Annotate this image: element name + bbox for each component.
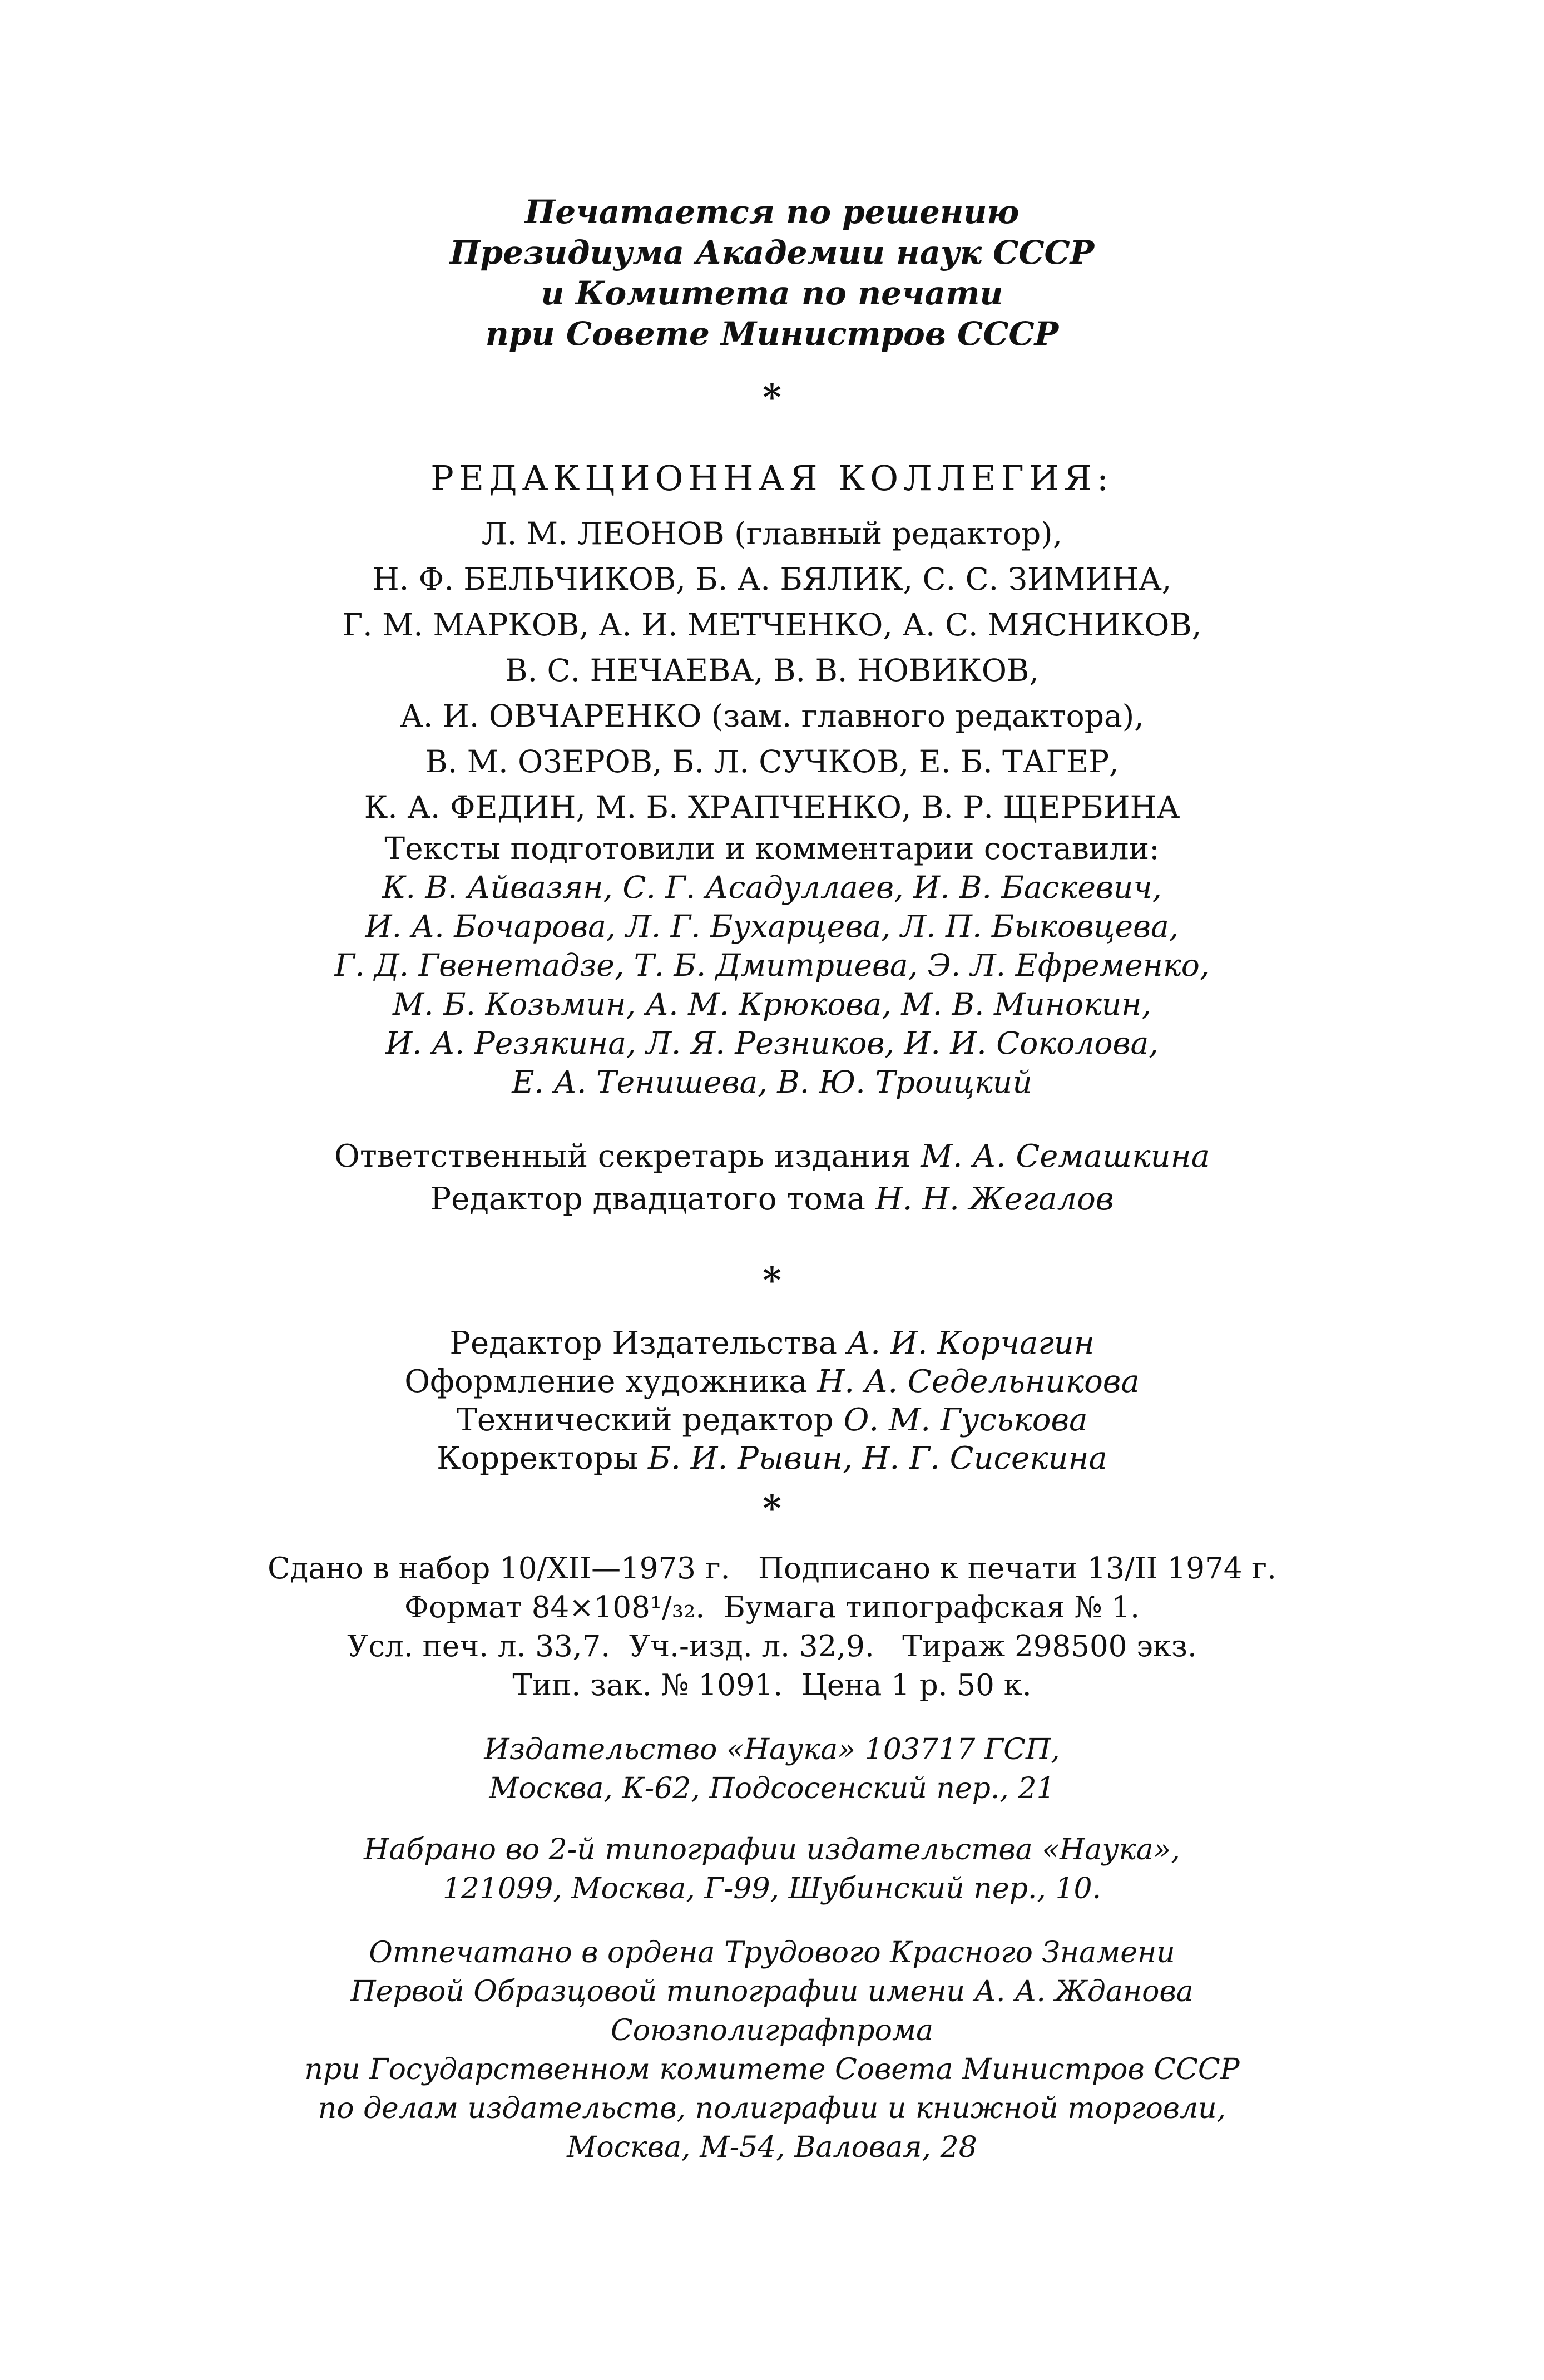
printing-house-info	[0, 1933, 1544, 2167]
publisher-staff-line	[0, 1401, 1544, 1439]
publisher-address	[0, 1730, 1544, 1808]
secretary-name: М. А. Семашкина	[921, 1138, 1210, 1174]
board-member-line: Н. Ф. БЕЛЬЧИКОВ, Б. А. БЯЛИК, С. С. ЗИМИНА,	[372, 561, 1172, 597]
printed-line: Москва, М-54, Валовая, 28	[567, 2131, 977, 2164]
staff-name: Б. И. Рывин, Н. Г. Сисекина	[647, 1440, 1107, 1477]
publisher-staff-line	[0, 1324, 1544, 1362]
publisher-staff	[0, 1324, 1544, 1478]
board-member-line: А. И. ОВЧАРЕНКО (зам. главного редактора),	[400, 698, 1144, 734]
publisher-line: Москва, К-62, Подсосенский пер., 21	[489, 1772, 1055, 1805]
board-member-line: Г. М. МАРКОВ, А. И. МЕТЧЕНКО, А. С. МЯСНИКОВ,	[342, 607, 1202, 643]
printing-data	[0, 1549, 1544, 1705]
volume-editor-line	[0, 1178, 1544, 1221]
staff-role: Технический редактор	[456, 1402, 834, 1438]
print-line: Тип. зак. № 1091. Цена 1 р. 50 к.	[512, 1668, 1032, 1702]
board-member-line: К. А. ФЕДИН, М. Б. ХРАПЧЕНКО, В. Р. ЩЕРБИНА	[364, 789, 1180, 825]
publisher-line: Издательство «Наука» 103717 ГСП,	[484, 1733, 1060, 1766]
board-member-line: В. М. ОЗЕРОВ, Б. Л. СУЧКОВ, Е. Б. ТАГЕР,	[425, 744, 1119, 779]
approval-header	[0, 192, 1544, 354]
staff-name: А. И. Корчагин	[847, 1325, 1095, 1361]
printed-line: по делам издательств, полиграфии и книжной торговли,	[318, 2092, 1226, 2125]
author-line: Г. Д. Гвенетадзе, Т. Б. Дмитриева, Э. Л. Ефременко,	[334, 947, 1210, 983]
printed-line: Союзполиграфпрома	[610, 2014, 934, 2047]
staff-name: Н. А. Седельникова	[817, 1364, 1140, 1400]
board-member-line: В. С. НЕЧАЕВА, В. В. НОВИКОВ,	[505, 653, 1039, 688]
header-line: Президиума Академии наук СССР	[449, 234, 1095, 271]
volume-staff	[0, 1135, 1544, 1221]
printed-line: Отпечатано в ордена Трудового Красного Знамени	[369, 1936, 1175, 1969]
typeset-line: 121099, Москва, Г-99, Шубинский пер., 10.	[442, 1872, 1102, 1905]
typeset-info	[0, 1830, 1544, 1908]
staff-role: Оформление художника	[404, 1364, 808, 1400]
separator-asterisk: *	[763, 1260, 781, 1301]
typeset-line: Набрано во 2-й типографии издательства «Наука»,	[364, 1833, 1180, 1867]
secretary-line	[0, 1135, 1544, 1178]
header-line: Печатается по решению	[524, 193, 1020, 231]
staff-role: Редактор Издательства	[449, 1325, 838, 1361]
header-line: и Комитета по печати	[541, 274, 1003, 312]
secretary-label: Ответственный секретарь издания	[334, 1138, 911, 1174]
editorial-board-title: РЕДАКЦИОННАЯ КОЛЛЕГИЯ:	[430, 458, 1114, 498]
editorial-board-members	[0, 511, 1544, 830]
author-line: Е. А. Тенишева, В. Ю. Троицкий	[512, 1064, 1032, 1100]
texts-prepared-section	[0, 829, 1544, 1102]
separator-asterisk: *	[763, 377, 781, 418]
author-line: К. В. Айвазян, С. Г. Асадуллаев, И. В. Баскевич,	[382, 870, 1162, 905]
author-line: М. Б. Козьмин, А. М. Крюкова, М. В. Минокин,	[392, 986, 1152, 1022]
printed-line: Первой Образцовой типографии имени А. А. Жданова	[350, 1975, 1194, 2008]
staff-name: О. М. Гуськова	[843, 1402, 1088, 1438]
staff-role: Корректоры	[437, 1440, 639, 1477]
author-line: И. А. Бочарова, Л. Г. Бухарцева, Л. П. Быковцева,	[365, 908, 1179, 944]
print-line: Формат 84×108¹/₃₂. Бумага типографская № 1.	[404, 1591, 1140, 1624]
texts-intro: Тексты подготовили и комментарии составили:	[384, 831, 1160, 866]
volume-editor-name: Н. Н. Жегалов	[875, 1181, 1114, 1217]
separator-asterisk: *	[763, 1488, 781, 1529]
author-line: И. А. Резякина, Л. Я. Резников, И. И. Соколова,	[385, 1025, 1159, 1061]
header-line: при Совете Министров СССР	[485, 315, 1059, 353]
printed-line: при Государственном комитете Совета Министров СССР	[304, 2053, 1240, 2086]
volume-editor-label: Редактор двадцатого тома	[430, 1181, 866, 1217]
publisher-staff-line	[0, 1439, 1544, 1478]
board-member-line: Л. М. ЛЕОНОВ (главный редактор),	[481, 516, 1063, 551]
print-line: Усл. печ. л. 33,7. Уч.-изд. л. 32,9. Тираж 298500 экз.	[347, 1630, 1197, 1663]
publisher-staff-line	[0, 1362, 1544, 1401]
print-line: Сдано в набор 10/XII—1973 г. Подписано к печати 13/II 1974 г.	[268, 1552, 1276, 1586]
